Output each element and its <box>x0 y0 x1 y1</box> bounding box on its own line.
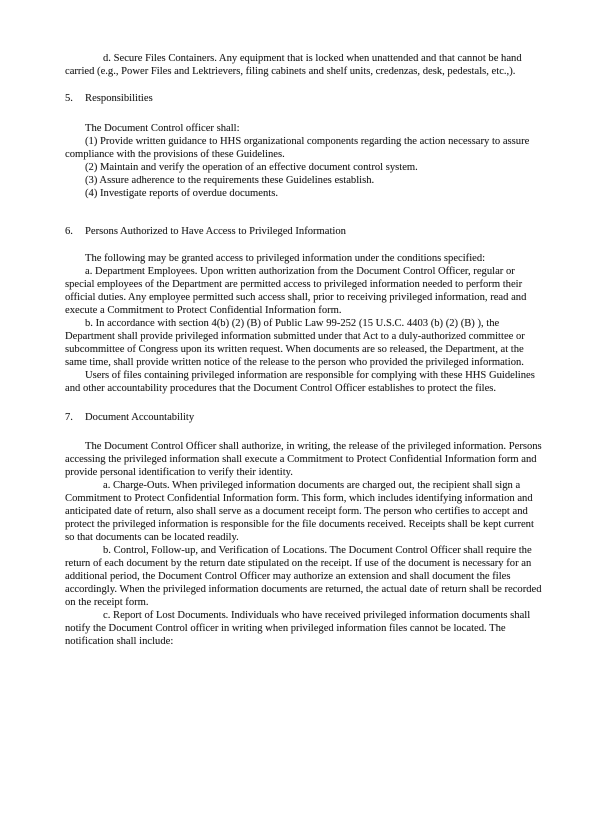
section-title: Document Accountability <box>85 412 195 423</box>
paragraph-dco-shall: The Document Control officer shall: <box>85 123 240 134</box>
section-heading-responsibilities <box>65 92 542 105</box>
paragraph-conditions-specified: The following may be granted access to privileged information under the conditions specified: <box>85 253 486 264</box>
paragraph-duty-1: (1) Provide written guidance to HHS organizational components regarding the action necessary to assure compliance with the provisions of these Guidelines. <box>65 136 530 160</box>
paragraph-duty-3: (3) Assure adherence to the requirements these Guidelines establish. <box>85 175 375 186</box>
section-heading-persons-authorized <box>65 225 542 238</box>
paragraph-users-of-files: Users of files containing privileged information are responsible for complying with these HHS Guidelines and other accountability procedures that the Document Control Officer establishes to protect the files. <box>65 370 535 394</box>
section-title: Responsibilities <box>85 93 153 104</box>
paragraph-authorize-release: The Document Control Officer shall authorize, in writing, the release of the privileged information. Persons accessing the privileged information shall execute a Commitment to Protect Confidential Information form and provide personal identification to verify their identity. <box>65 441 542 478</box>
section-number: 7. <box>65 412 73 423</box>
section-number: 5. <box>65 93 73 104</box>
paragraph-department-employees: a. Department Employees. Upon written authorization from the Document Control Officer, regular or special employees of the Department are permitted access to privileged information needed to perform their official duties. Any employee permitted such access shall, prior to receiving privileged information, read and execute a Commitment to Protect Confidential Information form. <box>65 266 527 316</box>
paragraph-report-lost-documents: c. Report of Lost Documents. Individuals who have received privileged information documents shall notify the Document Control officer in writing when privileged information files cannot be located. The notification shall include: <box>65 610 531 647</box>
paragraph-charge-outs: a. Charge-Outs. When privileged information documents are charged out, the recipient shall sign a Commitment to Protect Confidential Information form. This form, which includes identifying information and anticipated date of return, also shall serve as a document receipt form. The person who certifies to accept and protect the privileged information is responsible for the file documents received. Receipts shall be kept current so that documents can be located readily. <box>65 480 534 543</box>
section-number: 6. <box>65 226 73 237</box>
paragraph-duty-4: (4) Investigate reports of overdue documents. <box>85 188 278 199</box>
paragraph-secure-files-containers: d. Secure Files Containers. Any equipment that is locked when unattended and that cannot be hand carried (e.g., Power Files and Lektrievers, filing cabinets and shelf units, credenzas, desk, pedestals, etc.,). <box>65 53 522 77</box>
paragraph-control-follow-up: b. Control, Follow-up, and Verification of Locations. The Document Control Officer shall require the return of each document by the return date stipulated on the receipt. If use of the document is necessary for an additional period, the Document Control Officer may authorize an extension and shall document the files accordingly. When the privileged information documents are returned, the actual date of return shall be recorded on the receipt form. <box>65 545 542 608</box>
paragraph-duty-2: (2) Maintain and verify the operation of an effective document control system. <box>85 162 418 173</box>
paragraph-public-law: b. In accordance with section 4(b) (2) (B) of Public Law 99-252 (15 U.S.C. 4403 (b) (2) (B) ), the Department shall provide privileged information submitted under that Act to a duly-authorized committee or subcommittee of Congress upon its written request. When documents are so released, the Department, at the same time, shall provide written notice of the release to the person who provided the privileged information. <box>65 318 525 368</box>
section-heading-document-accountability <box>65 411 542 424</box>
section-title: Persons Authorized to Have Access to Privileged Information <box>85 226 346 237</box>
